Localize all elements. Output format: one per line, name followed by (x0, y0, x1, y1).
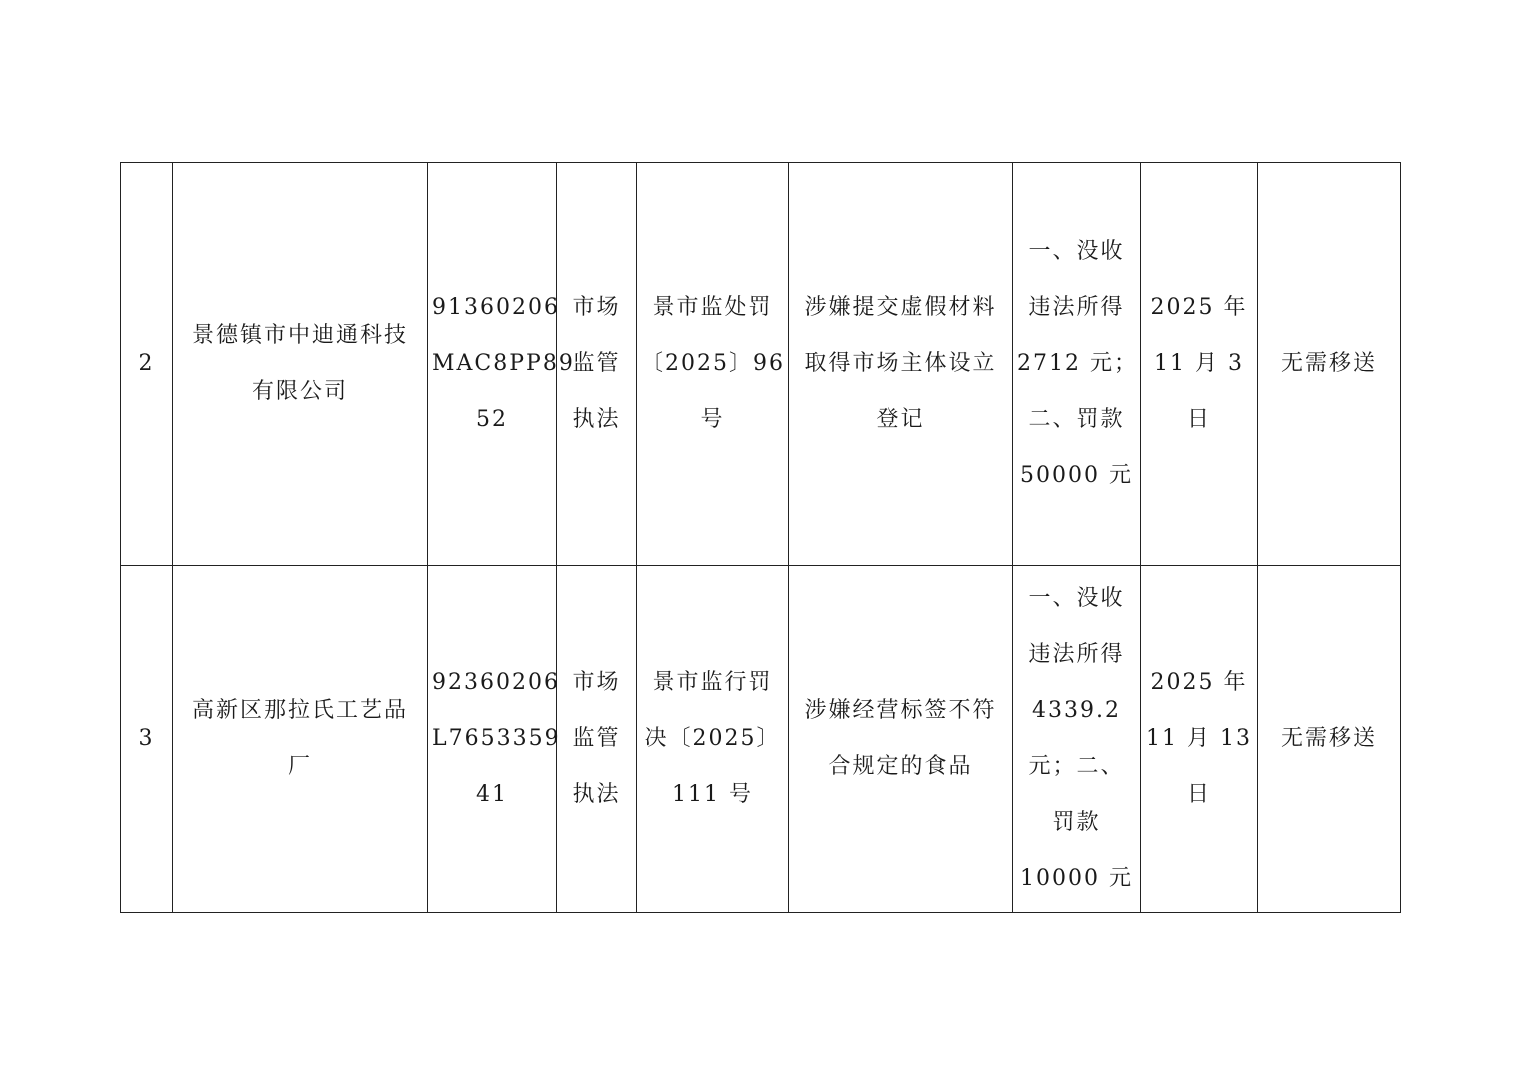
violation-cell (789, 163, 1013, 566)
table-row (121, 566, 1401, 913)
credit-code-line: 92360206 (432, 670, 560, 695)
credit-code-cell (428, 163, 575, 566)
credit-code-line: L7653359 (432, 726, 561, 751)
violation-line: 登记 (876, 407, 925, 432)
row-index: 2 (138, 351, 155, 376)
penalty-line: 一、没收 (1028, 586, 1125, 611)
decision-number-cell (637, 163, 789, 566)
row-index: 3 (138, 726, 155, 751)
category-line: 执法 (572, 782, 621, 807)
decision-date-line: 2025 年 (1150, 295, 1248, 320)
decision-number-line: 景市监处罚 (652, 295, 773, 320)
transfer-cell (1258, 163, 1401, 566)
transfer-cell (1258, 566, 1401, 913)
transfer-status: 无需移送 (1280, 726, 1377, 751)
decision-date-line: 11 月 13 (1146, 726, 1252, 751)
decision-number-cell (637, 566, 789, 913)
company-name-line: 有限公司 (251, 379, 348, 404)
violation-line: 涉嫌提交虚假材料 (804, 295, 997, 320)
decision-date-line: 日 (1186, 407, 1211, 432)
penalty-line: 2712 元； (1017, 351, 1138, 376)
penalty-line: 罚款 (1052, 810, 1101, 835)
decision-number-line: 决〔2025〕 (644, 726, 781, 751)
decision-number-line: 〔2025〕96 (641, 351, 785, 376)
row-index-cell (121, 566, 173, 913)
row-index-cell (121, 163, 173, 566)
penalty-line: 违法所得 (1028, 295, 1125, 320)
penalty-records-table (120, 162, 1401, 913)
decision-date-cell (1141, 566, 1258, 913)
penalty-line: 元；二、 (1028, 754, 1125, 779)
category-cell (557, 566, 637, 913)
category-line: 执法 (572, 407, 621, 432)
category-line: 监管 (572, 726, 621, 751)
penalty-line: 二、罚款 (1028, 407, 1125, 432)
credit-code-line: 91360206 (432, 295, 560, 320)
decision-date-cell (1141, 163, 1258, 566)
credit-code-cell (428, 566, 561, 913)
category-line: 市场 (572, 670, 621, 695)
penalty-line: 10000 元 (1020, 866, 1133, 891)
violation-cell (789, 566, 1013, 913)
company-name-cell (173, 163, 428, 566)
company-name-line: 高新区那拉氏工艺品 (191, 698, 408, 723)
credit-code-line: 41 (476, 782, 508, 807)
company-name-line: 厂 (287, 754, 312, 779)
violation-line: 取得市场主体设立 (804, 351, 997, 376)
penalty-line: 50000 元 (1020, 463, 1133, 488)
credit-code-line: MAC8PP89 (432, 351, 575, 376)
penalty-line: 一、没收 (1028, 239, 1125, 264)
penalty-cell (1013, 566, 1141, 913)
decision-date-line: 日 (1186, 782, 1211, 807)
company-name-line: 景德镇市中迪通科技 (191, 323, 408, 348)
transfer-status: 无需移送 (1280, 351, 1377, 376)
category-line: 监管 (572, 351, 621, 376)
decision-date-line: 11 月 3 (1154, 351, 1244, 376)
decision-number-line: 111 号 (672, 782, 753, 807)
credit-code-line: 52 (476, 407, 508, 432)
violation-line: 合规定的食品 (828, 754, 973, 779)
penalty-line: 违法所得 (1028, 642, 1125, 667)
violation-line: 涉嫌经营标签不符 (804, 698, 997, 723)
decision-number-line: 景市监行罚 (652, 670, 773, 695)
decision-number-line: 号 (700, 407, 725, 432)
penalty-line: 4339.2 (1032, 698, 1121, 723)
decision-date-line: 2025 年 (1150, 670, 1248, 695)
penalty-cell (1013, 163, 1141, 566)
company-name-cell (173, 566, 428, 913)
category-line: 市场 (572, 295, 621, 320)
table-row (121, 163, 1401, 566)
